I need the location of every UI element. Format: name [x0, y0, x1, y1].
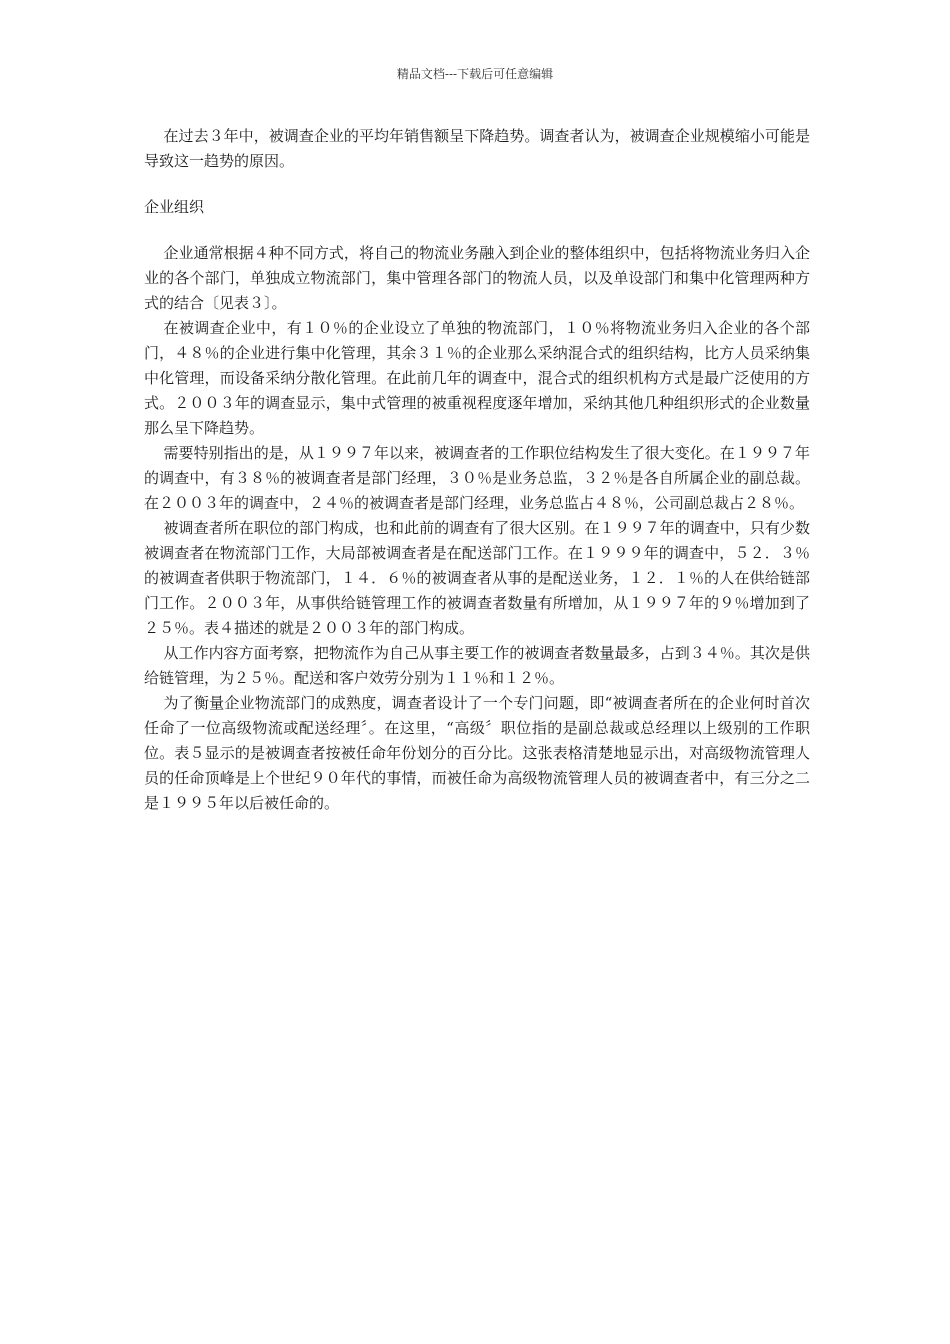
section-heading: 企业组织	[144, 198, 205, 216]
paragraph-job-position-change: 需要特别指出的是，从１９９７年以来，被调查者的工作职位结构发生了很大变化。在１９９７年的调查中，有３８％的被调查者是部门经理，３０％是业务总监，３２％是各自所属企业的副总裁。在２００３年的调查中，２４％的被调查者是部门经理，业务总监占４８％，公司副总裁占２８％。	[144, 444, 810, 512]
paragraph-survey-distribution: 在被调查企业中，有１０％的企业设立了单独的物流部门，１０％将物流业务归入企业的各个部门，４８％的企业进行集中化管理，其余３１％的企业那么采纳混合式的组织结构，比方人员采纳集中化管理，而设备采纳分散化管理。在此前几年的调查中，混合式的组织机构方式是最广泛使用的方式。２００３年的调查显示，集中式管理的被重视程度逐年增加，采纳其他几种组织形式的企业数量那么呈下降趋势。	[144, 319, 810, 437]
document-body	[144, 124, 810, 816]
paragraph-organization-methods: 企业通常根据４种不同方式，将自己的物流业务融入到企业的整体组织中，包括将物流业务归入企业的各个部门，单独成立物流部门，集中管理各部门的物流人员，以及单设部门和集中化管理两种方式的结合〔见表３〕。	[144, 244, 810, 312]
paragraph-department-composition: 被调查者所在职位的部门构成，也和此前的调查有了很大区别。在１９９７年的调查中，只有少数被调查者在物流部门工作，大局部被调查者是在配送部门工作。在１９９９年的调查中，５２．３％的被调查者供职于物流部门，１４．６％的被调查者从事的是配送业务，１２．１％的人在供给链部门工作。２００３年，从事供给链管理工作的被调查者数量有所增加，从１９９７年的９％增加到了２５％。表４描述的就是２００３年的部门构成。	[144, 519, 810, 637]
paragraph-work-content: 从工作内容方面考察，把物流作为自己从事主要工作的被调查者数量最多，占到３４％。其次是供给链管理，为２５％。配送和客户效劳分别为１１％和１２％。	[144, 644, 810, 687]
page-header: 精品文档---下载后可任意编辑	[396, 67, 554, 81]
intro-paragraph: 在过去３年中，被调查企业的平均年销售额呈下降趋势。调查者认为，被调查企业规模缩小可能是导致这一趋势的原因。	[144, 127, 810, 170]
paragraph-maturity-question: 为了衡量企业物流部门的成熟度，调查者设计了一个专门问题，即“被调查者所在的企业何时首次任命了一位高级物流或配送经理〞。在这里，“高级〞职位指的是副总裁或总经理以上级别的工作职位。表５显示的是被调查者按被任命年份划分的百分比。这张表格清楚地显示出，对高级物流管理人员的任命顶峰是上个世纪９０年代的事情，而被任命为高级物流管理人员的被调查者中，有三分之二是１９９５年以后被任命的。	[144, 694, 810, 812]
